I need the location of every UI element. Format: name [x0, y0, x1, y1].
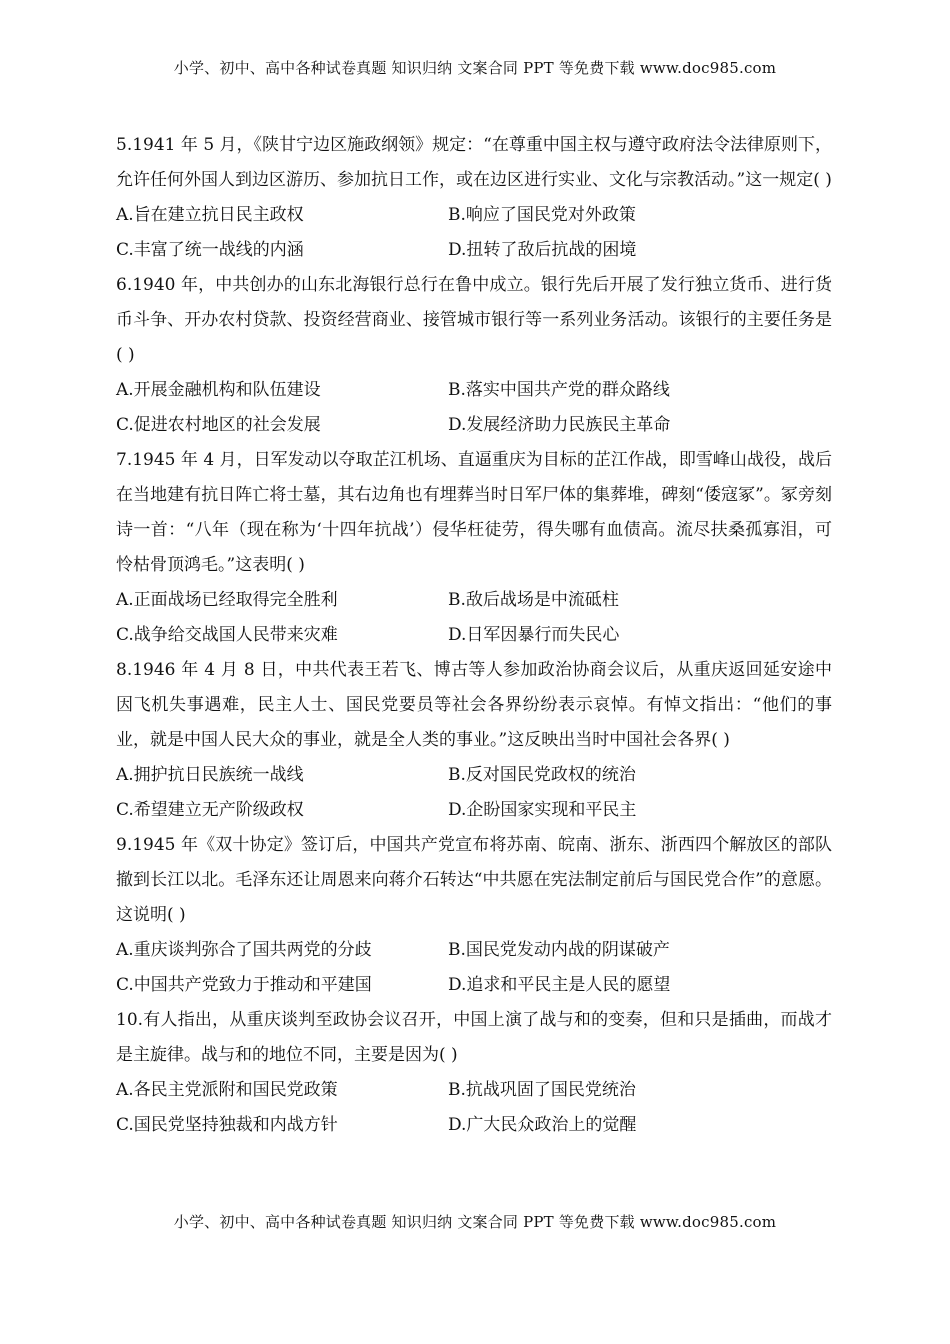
question-7	[116, 443, 832, 653]
option-b: B.国民党发动内战的阴谋破产	[448, 940, 670, 960]
option-b: B.敌后战场是中流砥柱	[448, 590, 619, 610]
question-5	[116, 128, 832, 268]
option-d: D.日军因暴行而失民心	[448, 625, 620, 645]
question-10	[116, 1003, 832, 1143]
option-b: B.响应了国民党对外政策	[448, 205, 636, 225]
page-header: 小学、初中、高中各种试卷真题 知识归纳 文案合同 PPT 等免费下载 www.doc985.com	[173, 59, 777, 77]
options-row	[116, 618, 832, 653]
page-footer: 小学、初中、高中各种试卷真题 知识归纳 文案合同 PPT 等免费下载 www.doc985.com	[173, 1213, 777, 1231]
option-d: D.企盼国家实现和平民主	[448, 800, 637, 820]
options-row	[116, 793, 832, 828]
option-a: A.旨在建立抗日民主政权	[116, 205, 304, 225]
options-row	[116, 373, 832, 408]
option-b: B.落实中国共产党的群众路线	[448, 380, 670, 400]
options-row	[116, 583, 832, 618]
option-d: D.发展经济助力民族民主革命	[448, 415, 671, 435]
option-c: C.中国共产党致力于推动和平建国	[116, 975, 372, 995]
options-row	[116, 968, 832, 1003]
option-c: C.丰富了统一战线的内涵	[116, 240, 304, 260]
question-stem: 7.1945 年 4 月，日军发动以夺取芷江机场、直逼重庆为目标的芷江作战，即雪峰山战役，战后在当地建有抗日阵亡将士墓，其右边角也有埋葬当时日军尸体的集葬堆，碑刻“倭寇冢”。冢旁刻诗一首：“八年（现在称为‘十四年抗战’）侵华枉徒劳，得失哪有血债高。流尽扶桑孤寡泪，可怜枯骨顶鸿毛。”这表明( )	[116, 450, 832, 575]
option-a: A.开展金融机构和队伍建设	[116, 380, 321, 400]
question-stem: 8.1946 年 4 月 8 日，中共代表王若飞、博古等人参加政治协商会议后，从重庆返回延安途中因飞机失事遇难，民主人士、国民党要员等社会各界纷纷表示哀悼。有悼文指出：“他们的事业，就是中国人民大众的事业，就是全人类的事业。”这反映出当时中国社会各界( )	[116, 660, 832, 750]
options-row	[116, 233, 832, 268]
question-9	[116, 828, 832, 1003]
options-row	[116, 408, 832, 443]
question-stem: 10.有人指出，从重庆谈判至政协会议召开，中国上演了战与和的变奏，但和只是插曲，而战才是主旋律。战与和的地位不同，主要是因为( )	[116, 1010, 832, 1065]
option-d: D.扭转了敌后抗战的困境	[448, 240, 637, 260]
question-6	[116, 268, 832, 443]
options-row	[116, 1073, 832, 1108]
option-c: C.促进农村地区的社会发展	[116, 415, 321, 435]
options-row	[116, 933, 832, 968]
option-b: B.反对国民党政权的统治	[448, 765, 636, 785]
options-row	[116, 1108, 832, 1143]
option-d: D.追求和平民主是人民的愿望	[448, 975, 671, 995]
question-stem: 6.1940 年，中共创办的山东北海银行总行在鲁中成立。银行先后开展了发行独立货币、进行货币斗争、开办农村贷款、投资经营商业、接管城市银行等一系列业务活动。该银行的主要任务是( )	[116, 275, 832, 365]
option-c: C.战争给交战国人民带来灾难	[116, 625, 338, 645]
option-c: C.希望建立无产阶级政权	[116, 800, 304, 820]
question-stem: 5.1941 年 5 月，《陕甘宁边区施政纲领》规定：“在尊重中国主权与遵守政府法令法律原则下，允许任何外国人到边区游历、参加抗日工作，或在边区进行实业、文化与宗教活动。”这一规定( )	[116, 135, 832, 190]
option-a: A.各民主党派附和国民党政策	[116, 1080, 338, 1100]
question-stem: 9.1945 年《双十协定》签订后，中国共产党宣布将苏南、皖南、浙东、浙西四个解放区的部队撤到长江以北。毛泽东还让周恩来向蒋介石转达“中共愿在宪法制定前后与国民党合作”的意愿。这说明( )	[116, 835, 832, 925]
options-row	[116, 758, 832, 793]
options-row	[116, 198, 832, 233]
option-a: A.拥护抗日民族统一战线	[116, 765, 304, 785]
option-c: C.国民党坚持独裁和内战方针	[116, 1115, 338, 1135]
option-d: D.广大民众政治上的觉醒	[448, 1115, 637, 1135]
question-8	[116, 653, 832, 828]
option-a: A.正面战场已经取得完全胜利	[116, 590, 338, 610]
option-b: B.抗战巩固了国民党统治	[448, 1080, 636, 1100]
question-list	[116, 128, 832, 1143]
option-a: A.重庆谈判弥合了国共两党的分歧	[116, 940, 372, 960]
